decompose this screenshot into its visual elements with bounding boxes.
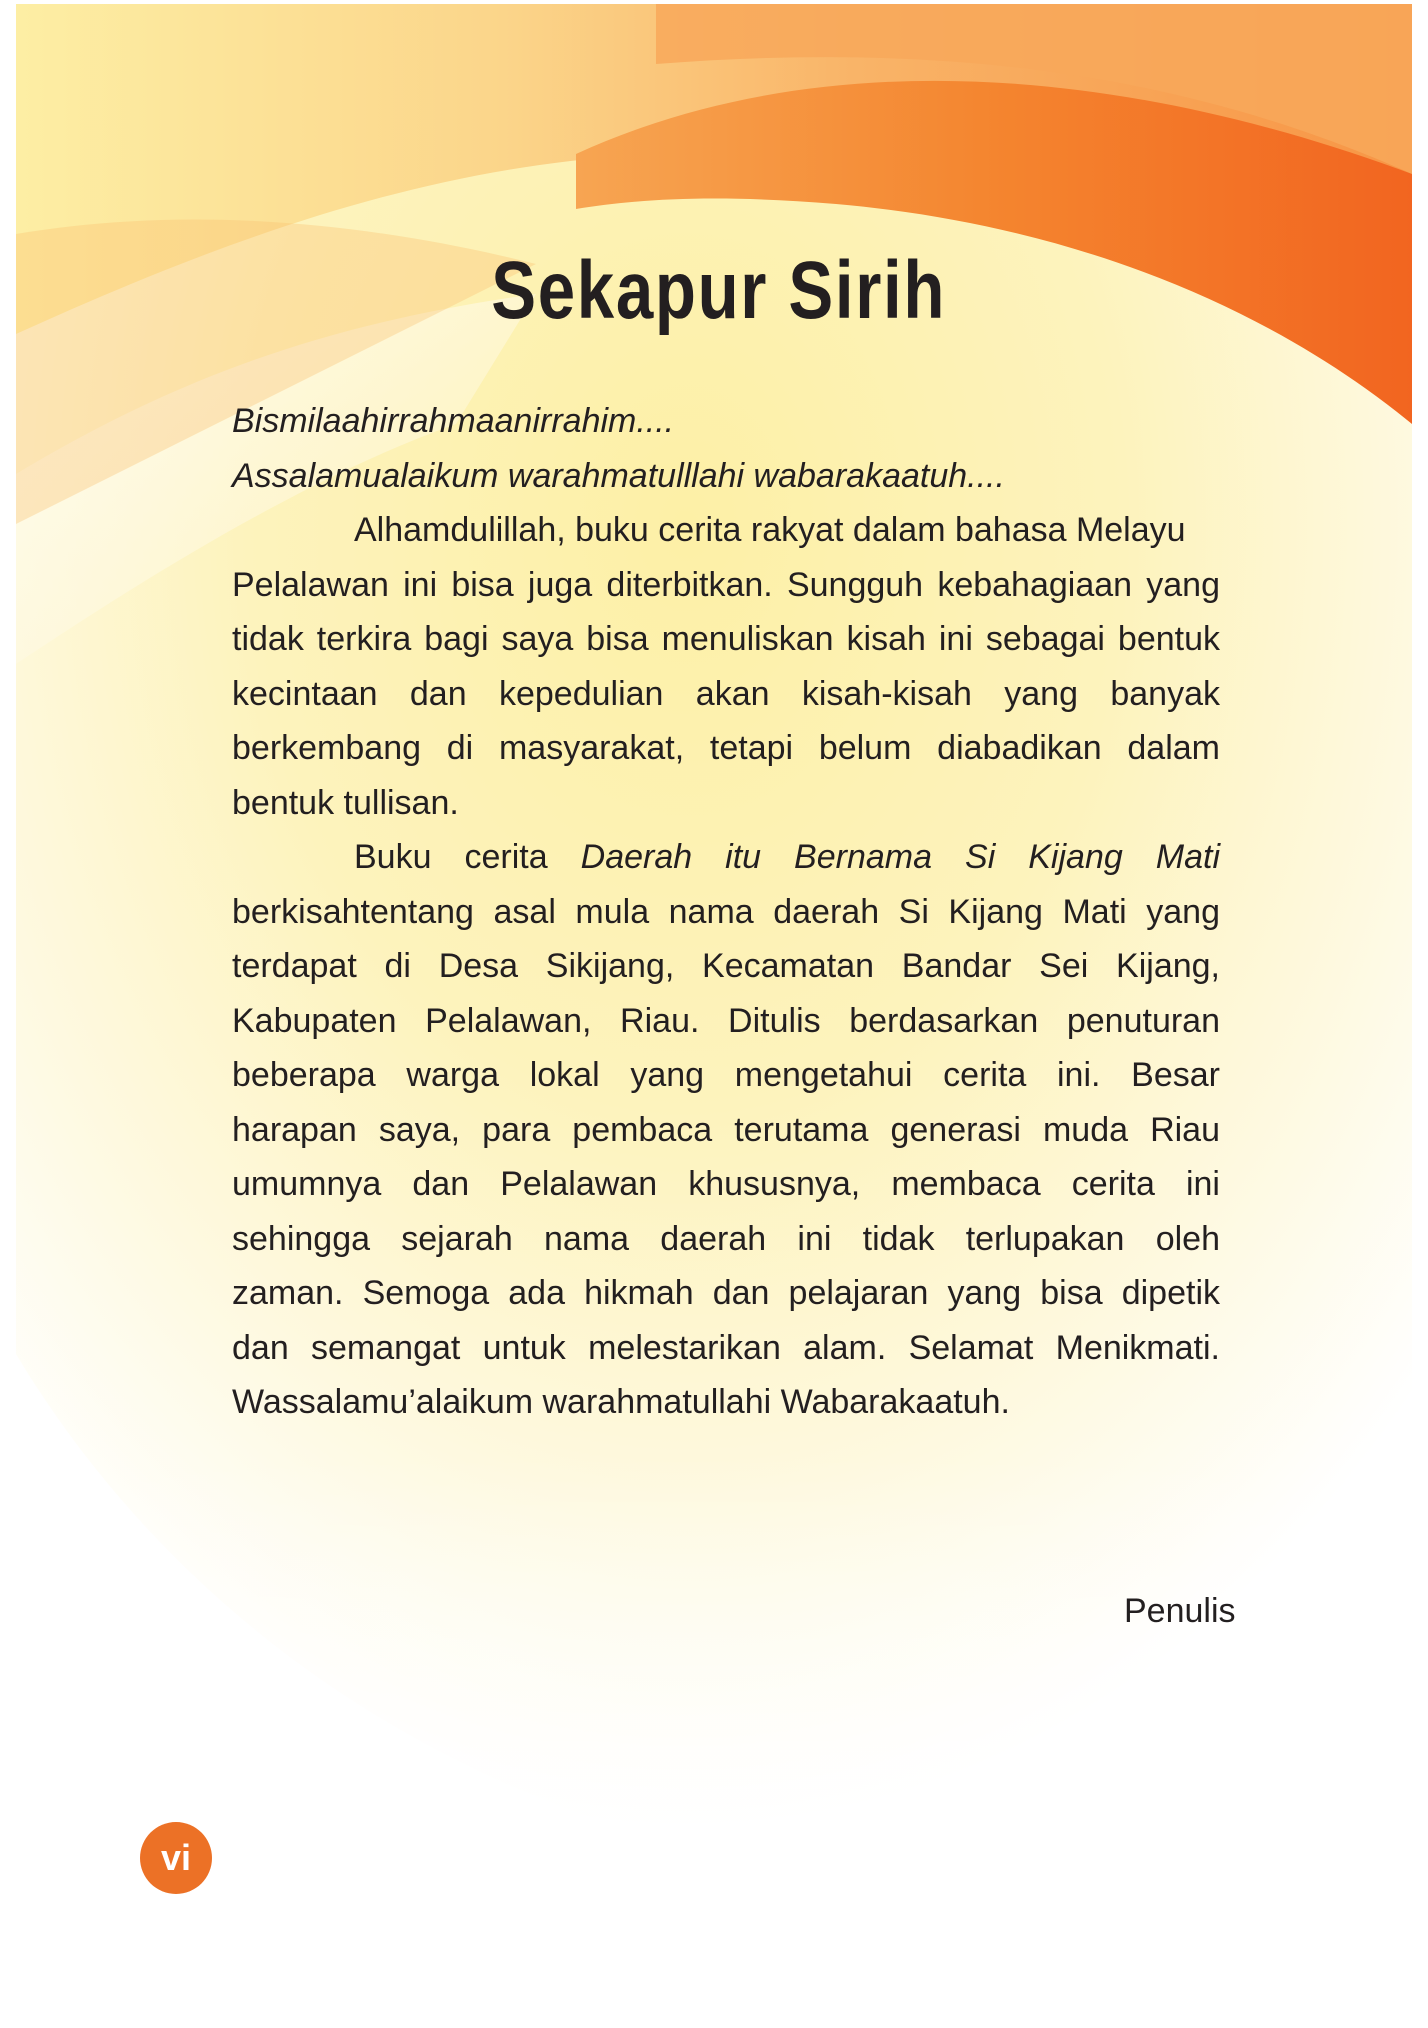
- paragraph-1-line: tidak terkira bagi saya bisa menuliskan kisah ini sebagai bentuk: [232, 620, 1220, 658]
- paragraph-2-line: Kabupaten Pelalawan, Riau. Ditulis berdasarkan penuturan: [232, 1001, 1220, 1040]
- paragraph-2-line: berkisahtentang asal mula nama daerah Si Kijang Mati yang: [232, 892, 1220, 931]
- paragraph-2-line: harapan saya, para pembaca terutama generasi muda Riau: [232, 1110, 1220, 1149]
- paragraph-2-line: zaman. Semoga ada hikmah dan pelajaran yang bisa dipetik: [232, 1274, 1220, 1312]
- greeting-line: Bismilaahirrahmaanirrahim....: [232, 402, 675, 440]
- greeting-line: Assalamualaikum warahmatulllahi wabarakaatuh....: [232, 456, 1005, 495]
- paragraph-1-line: Pelalawan ini bisa juga diterbitkan. Sungguh kebahagiaan yang: [232, 565, 1220, 604]
- page-title: Sekapur Sirih: [491, 245, 947, 336]
- paragraph-2-line: dan semangat untuk melestarikan alam. Selamat Menikmati.: [232, 1328, 1220, 1367]
- paragraph-2-line: sehingga sejarah nama daerah ini tidak terlupakan oleh: [232, 1219, 1220, 1258]
- paragraph-2-line: terdapat di Desa Sikijang, Kecamatan Bandar Sei Kijang,: [232, 947, 1220, 985]
- page-number-badge: vi: [140, 1822, 212, 1894]
- foreword-body: [232, 394, 1220, 1430]
- paragraph-1-line: kecintaan dan kepedulian akan kisah-kisah yang banyak: [232, 674, 1220, 713]
- paragraph-2-prefix: Buku cerita: [354, 838, 581, 876]
- book-title: Daerah itu Bernama Si Kijang Mati: [580, 838, 1220, 876]
- author-signoff: Penulis: [1124, 1592, 1236, 1630]
- paragraph-1-line: berkembang di masyarakat, tetapi belum diabadikan dalam: [232, 729, 1220, 767]
- book-page: [16, 4, 1412, 2028]
- paragraph-2-first-line: [232, 830, 1220, 885]
- paragraph-1-line: bentuk tullisan.: [232, 783, 459, 822]
- paragraph-2-line: Wassalamu’alaikum warahmatullahi Wabarakaatuh.: [232, 1383, 1010, 1421]
- paragraph-1-line: Alhamdulillah, buku cerita rakyat dalam bahasa Melayu: [354, 511, 1186, 549]
- paragraph-2-line: umumnya dan Pelalawan khususnya, membaca cerita ini: [232, 1165, 1220, 1203]
- paragraph-2-line: beberapa warga lokal yang mengetahui cerita ini. Besar: [232, 1056, 1220, 1094]
